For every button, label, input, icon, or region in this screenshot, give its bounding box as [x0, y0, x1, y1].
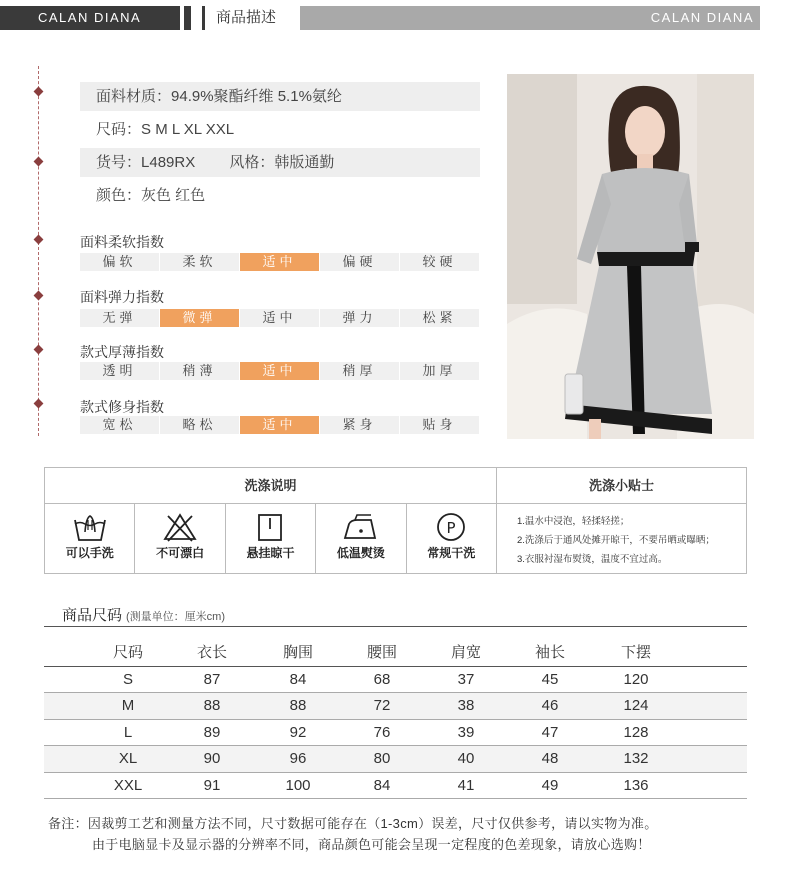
size-table-row — [44, 720, 747, 747]
size-table-row — [44, 667, 747, 694]
washing-tips-list — [517, 512, 745, 569]
size-row — [80, 115, 480, 144]
hand-wash-label: 可以手洗 — [65, 546, 114, 560]
index-option: 适中 — [240, 416, 320, 434]
size-table-cell: 72 — [373, 697, 391, 714]
size-table-title-text: 商品尺码 — [62, 607, 123, 624]
index-option: 微弹 — [160, 309, 240, 327]
size-table-cell: 132 — [623, 750, 649, 767]
size-table-header-cell: 尺码 — [112, 644, 143, 661]
timeline-line — [38, 66, 39, 436]
header-divider-bar-thin — [202, 6, 205, 30]
item-row — [80, 148, 480, 177]
diamond-marker-icon — [34, 399, 44, 409]
washing-tip: 2.洗涤后于通风处摊开晾干，不要吊晒或曝晒； — [517, 535, 715, 546]
index-option: 宽松 — [80, 416, 160, 434]
size-table-title — [62, 604, 225, 625]
item-label: 货号： — [96, 154, 142, 171]
low-iron-cell — [316, 504, 406, 573]
index-option: 透明 — [80, 362, 160, 380]
index-option: 稍厚 — [320, 362, 400, 380]
size-table-header-cell: 肩宽 — [450, 644, 481, 661]
index-option: 紧身 — [320, 416, 400, 434]
size-table-row — [44, 773, 747, 800]
index-option: 无弹 — [80, 309, 160, 327]
size-table-cell: 37 — [457, 670, 475, 688]
size-table-cell: 90 — [203, 750, 221, 767]
material-label: 面料材质： — [96, 88, 172, 105]
thickness-index-bar — [80, 362, 480, 380]
material-value: 94.9%聚酯纤维 5.1%氨纶 — [171, 88, 342, 105]
brand-left: CALAN DIANA — [0, 6, 180, 30]
size-table-cell: 128 — [623, 723, 649, 741]
color-value: 灰色 红色 — [141, 187, 206, 204]
size-table-cell: 47 — [541, 723, 559, 741]
size-table-header — [44, 640, 747, 667]
elasticity-index-title: 面料弹力指数 — [80, 289, 164, 305]
section-title: 商品描述 — [216, 9, 277, 26]
hang-dry-label: 悬挂晾干 — [246, 546, 295, 560]
size-table-cell: 124 — [623, 697, 649, 714]
index-option: 贴身 — [400, 416, 480, 434]
index-option: 加厚 — [400, 362, 480, 380]
index-option: 适中 — [240, 253, 320, 271]
size-table-unit: (测量单位：厘米cm) — [126, 611, 226, 623]
diamond-marker-icon — [34, 235, 44, 245]
size-table-cell: 45 — [541, 670, 559, 688]
color-label: 颜色： — [96, 187, 142, 204]
washing-title: 洗涤说明 — [45, 468, 497, 504]
index-option: 适中 — [240, 362, 320, 380]
size-table-header-cell: 衣长 — [196, 644, 227, 661]
size-table-cell: XL — [118, 750, 138, 767]
color-row — [80, 181, 480, 210]
size-table-cell: 87 — [203, 670, 221, 688]
note-line-1: 备注：因裁剪工艺和测量方法不同，尺寸数据可能存在（1-3cm）误差，尺寸仅供参考，请以实物为准。 — [48, 816, 658, 831]
style-value: 韩版通勤 — [274, 154, 335, 171]
size-table-row — [44, 746, 747, 773]
size-table-row — [44, 693, 747, 720]
style-label: 风格： — [229, 154, 275, 171]
size-table-cell: 84 — [373, 776, 391, 794]
index-option: 稍薄 — [160, 362, 240, 380]
size-table-cell: 96 — [289, 750, 307, 767]
low-iron-label: 低温熨烫 — [336, 546, 385, 560]
index-option: 弹力 — [320, 309, 400, 327]
brand-right: CALAN DIANA — [300, 6, 760, 30]
diamond-marker-icon — [34, 87, 44, 97]
hang-dry-cell — [226, 504, 316, 573]
index-option: 适中 — [240, 309, 320, 327]
size-table-cell: 39 — [457, 723, 475, 741]
size-table-cell: 41 — [457, 776, 475, 794]
index-option: 柔软 — [160, 253, 240, 271]
size-table-cell: 40 — [457, 750, 475, 767]
size-table-cell: L — [123, 723, 133, 741]
size-table-cell: 100 — [285, 776, 311, 794]
size-table-cell: XXL — [113, 776, 143, 794]
washing-tip: 3.衣服衬湿布熨烫，温度不宜过高。 — [517, 554, 668, 565]
dry-clean-cell — [407, 504, 497, 573]
dry-clean-icon — [433, 512, 469, 542]
size-table-cell: 48 — [541, 750, 559, 767]
size-table-cell: M — [121, 697, 135, 714]
size-table-cell: 84 — [289, 670, 307, 688]
size-table-cell: 88 — [289, 697, 307, 714]
size-table-header-cell: 胸围 — [282, 644, 313, 661]
section-header — [0, 6, 790, 30]
size-table-cell: 80 — [373, 750, 391, 767]
product-photo — [507, 74, 754, 439]
size-table-header-cell: 袖长 — [534, 644, 565, 661]
hand-wash-icon — [72, 512, 108, 542]
diamond-marker-icon — [34, 157, 44, 167]
low-iron-icon — [341, 512, 381, 542]
index-option: 偏硬 — [320, 253, 400, 271]
fit-index-title: 款式修身指数 — [80, 399, 164, 415]
size-table-cell: 76 — [373, 723, 391, 741]
size-table-cell: 91 — [203, 776, 221, 794]
diamond-marker-icon — [34, 291, 44, 301]
size-table-cell: 68 — [373, 670, 391, 688]
size-table-cell: 92 — [289, 723, 307, 741]
size-table-cell: 88 — [203, 697, 221, 714]
dry-clean-label: 常规干洗 — [427, 546, 476, 560]
size-table-cell: 136 — [623, 776, 649, 794]
size-label: 尺码： — [96, 121, 142, 138]
no-bleach-label: 不可漂白 — [156, 546, 205, 560]
no-bleach-icon — [162, 512, 198, 542]
hand-wash-cell — [45, 504, 135, 573]
thickness-index-title: 款式厚薄指数 — [80, 344, 164, 360]
size-table-header-cell: 下摆 — [620, 644, 651, 661]
washing-tips-title: 洗涤小贴士 — [497, 468, 746, 504]
index-option: 松紧 — [400, 309, 480, 327]
fit-index-bar — [80, 416, 480, 434]
size-table-cell: S — [122, 670, 133, 688]
header-divider-bar — [184, 6, 191, 30]
size-table-cell: 38 — [457, 697, 475, 714]
item-value: L489RX — [141, 154, 196, 171]
material-row — [80, 82, 480, 111]
size-table-cell: 120 — [623, 670, 649, 688]
hang-dry-icon — [252, 512, 288, 542]
size-table-cell: 49 — [541, 776, 559, 794]
softness-index-title: 面料柔软指数 — [80, 234, 164, 250]
softness-index-bar — [80, 253, 480, 271]
size-table-top-rule — [44, 626, 747, 627]
no-bleach-cell — [135, 504, 225, 573]
diamond-marker-icon — [34, 345, 44, 355]
washing-instructions-table — [44, 467, 747, 574]
svg-text:P: P — [446, 519, 456, 537]
size-table-cell: 46 — [541, 697, 559, 714]
note-line-2: 由于电脑显卡及显示器的分辨率不同，商品颜色可能会呈现一定程度的色差现象，请放心选购！ — [92, 837, 651, 852]
size-table-header-cell: 腰围 — [366, 644, 397, 661]
size-value: S M L XL XXL — [141, 121, 235, 138]
washing-tip: 1.温水中浸泡，轻揉轻搓； — [517, 516, 630, 527]
size-table-cell: 89 — [203, 723, 221, 741]
elasticity-index-bar — [80, 309, 480, 327]
index-option: 较硬 — [400, 253, 480, 271]
index-option: 略松 — [160, 416, 240, 434]
index-option: 偏软 — [80, 253, 160, 271]
